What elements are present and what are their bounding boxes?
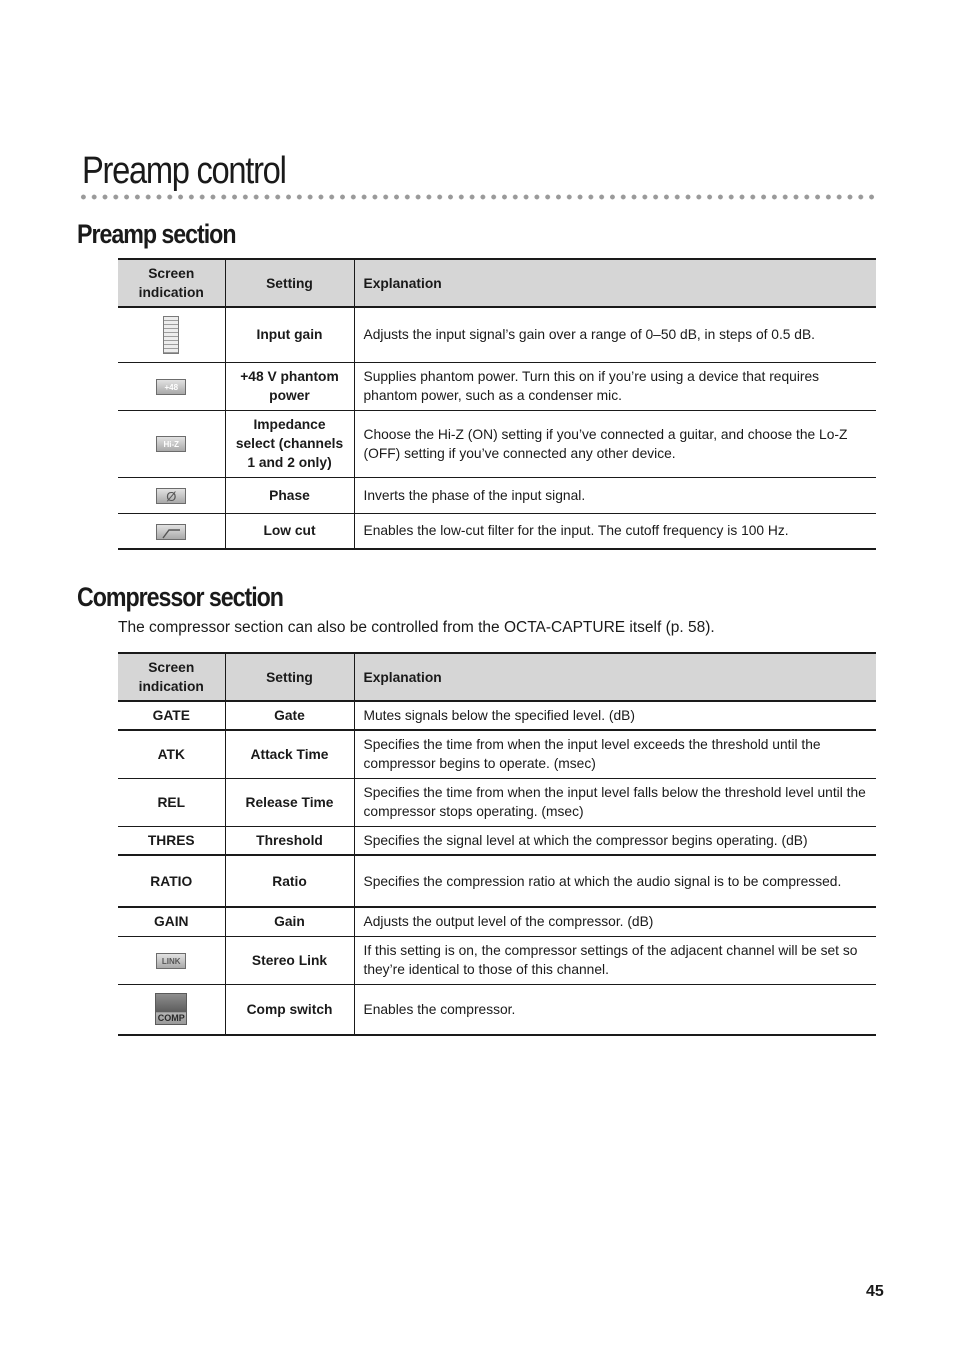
setting-cell: Threshold — [225, 826, 354, 855]
page-number: 45 — [866, 1283, 884, 1300]
compressor-table-header — [118, 653, 876, 701]
link-icon: LINK — [156, 953, 186, 969]
page-title: Preamp control — [82, 150, 286, 192]
explanation-cell: Enables the low-cut filter for the input. The cutoff frequency is 100 Hz. — [354, 513, 876, 549]
explanation-cell: Specifies the time from when the input level exceeds the threshold until the compressor begins to operate. (msec) — [354, 730, 876, 778]
screen-indication-cell — [118, 513, 225, 549]
table-row — [118, 984, 876, 1035]
explanation-cell: Inverts the phase of the input signal. — [354, 477, 876, 513]
setting-cell: Attack Time — [225, 730, 354, 778]
table-row — [118, 362, 876, 410]
screen-indication-cell: REL — [118, 778, 225, 826]
setting-cell: Low cut — [225, 513, 354, 549]
screen-indication-cell — [118, 307, 225, 362]
explanation-cell: Adjusts the input signal’s gain over a range of 0–50 dB, in steps of 0.5 dB. — [354, 307, 876, 362]
setting-cell: Gate — [225, 701, 354, 730]
screen-indication-cell — [118, 362, 225, 410]
table-row — [118, 513, 876, 549]
setting-cell: Impedance select (channels 1 and 2 only) — [225, 410, 354, 477]
setting-cell: Gain — [225, 907, 354, 936]
explanation-cell: Specifies the time from when the input level falls below the threshold level until the compressor stops operating. (msec) — [354, 778, 876, 826]
header-setting: Setting — [225, 653, 354, 701]
screen-indication-cell — [118, 984, 225, 1035]
preamp-table — [118, 258, 876, 550]
explanation-cell: Supplies phantom power. Turn this on if you’re using a device that requires phantom power, such as a condenser mic. — [354, 362, 876, 410]
screen-indication-cell: GATE — [118, 701, 225, 730]
table-row — [118, 826, 876, 855]
setting-cell: Stereo Link — [225, 936, 354, 984]
header-explanation: Explanation — [354, 653, 876, 701]
setting-cell: Comp switch — [225, 984, 354, 1035]
table-row — [118, 477, 876, 513]
header-setting: Setting — [225, 259, 354, 307]
header-screen-indication: Screen indication — [118, 259, 225, 307]
explanation-cell: Specifies the compression ratio at which the audio signal is to be compressed. — [354, 855, 876, 907]
table-row — [118, 855, 876, 907]
setting-cell: Ratio — [225, 855, 354, 907]
explanation-cell: Enables the compressor. — [354, 984, 876, 1035]
screen-indication-cell: THRES — [118, 826, 225, 855]
header-explanation: Explanation — [354, 259, 876, 307]
explanation-cell: Adjusts the output level of the compressor. (dB) — [354, 907, 876, 936]
setting-cell: Phase — [225, 477, 354, 513]
screen-indication-cell — [118, 477, 225, 513]
screen-indication-cell — [118, 936, 225, 984]
compressor-intro: The compressor section can also be controlled from the OCTA-CAPTURE itself (p. 58). — [118, 619, 715, 636]
phantom-power-icon: +48 — [156, 379, 186, 395]
setting-cell: +48 V phantom power — [225, 362, 354, 410]
table-row — [118, 778, 876, 826]
explanation-cell: Specifies the signal level at which the compressor begins operating. (dB) — [354, 826, 876, 855]
table-row — [118, 307, 876, 362]
setting-cell: Release Time — [225, 778, 354, 826]
header-screen-indication: Screen indication — [118, 653, 225, 701]
screen-indication-cell: GAIN — [118, 907, 225, 936]
compressor-section-title: Compressor section — [77, 582, 283, 612]
dotted-divider — [78, 193, 878, 201]
table-row — [118, 730, 876, 778]
explanation-cell: Choose the Hi-Z (ON) setting if you’ve connected a guitar, and choose the Lo-Z (OFF) setting if you’ve connected any other device. — [354, 410, 876, 477]
table-row — [118, 936, 876, 984]
phase-icon: Ø — [156, 488, 186, 504]
low-cut-icon — [156, 524, 186, 540]
fader-icon — [163, 316, 179, 354]
screen-indication-cell: RATIO — [118, 855, 225, 907]
screen-indication-cell — [118, 410, 225, 477]
compressor-table — [118, 652, 876, 1036]
comp-icon-label: COMP — [157, 1013, 185, 1024]
setting-cell: Input gain — [225, 307, 354, 362]
table-row — [118, 410, 876, 477]
preamp-table-header — [118, 259, 876, 307]
comp-icon — [155, 993, 187, 1025]
hi-z-icon: Hi-Z — [156, 436, 186, 452]
explanation-cell: If this setting is on, the compressor settings of the adjacent channel will be set so they’re identical to those of this channel. — [354, 936, 876, 984]
screen-indication-cell: ATK — [118, 730, 225, 778]
table-row — [118, 701, 876, 730]
preamp-section-title: Preamp section — [77, 219, 236, 249]
explanation-cell: Mutes signals below the specified level. (dB) — [354, 701, 876, 730]
table-row — [118, 907, 876, 936]
